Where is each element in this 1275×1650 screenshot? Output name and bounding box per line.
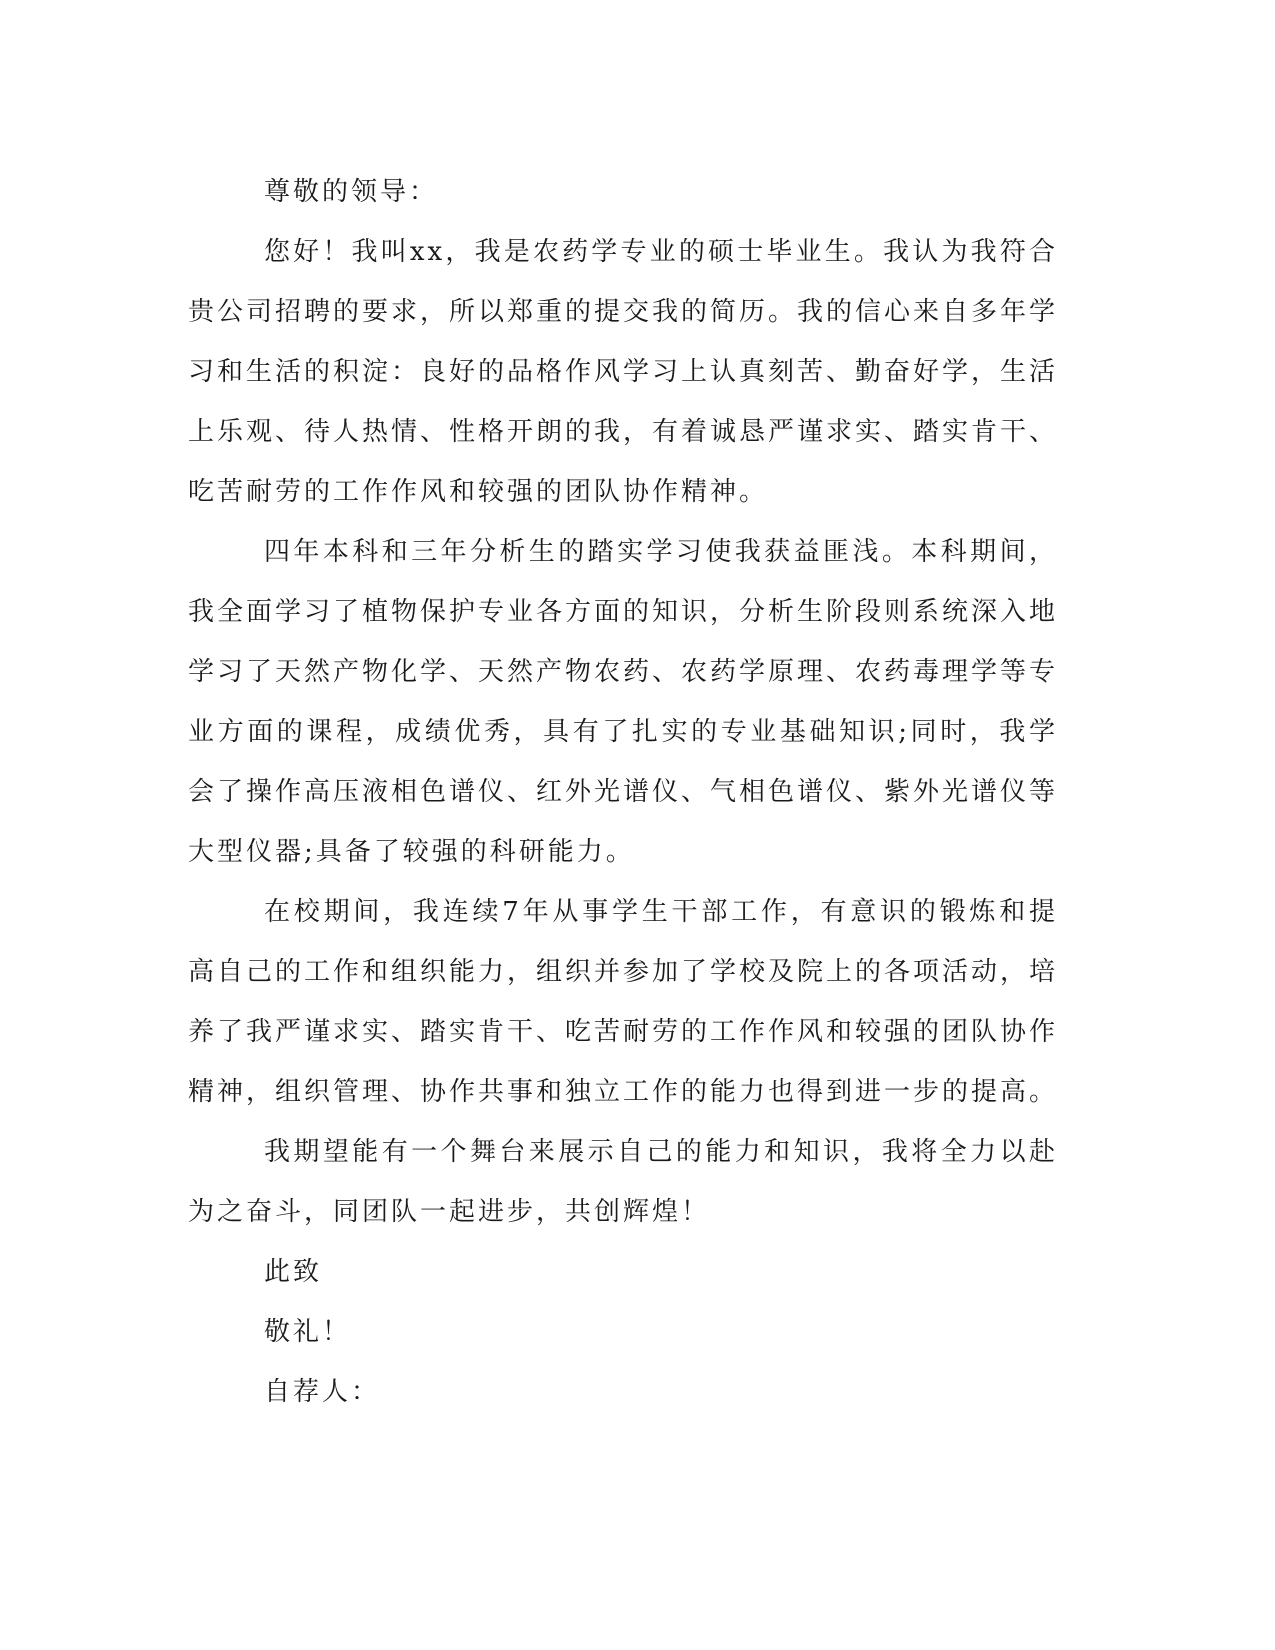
closing-line-2: 敬礼！ xyxy=(264,1317,352,1347)
body-paragraph-introduction: 您好！我叫xx，我是农药学专业的硕士毕业生。我认为我符合贵公司招聘的要求，所以郑重的提交我的简历。我的信心来自多年学习和生活的积淀：良好的品格作风学习上认真刻苦、勤奋好学，生活上乐观、待人热情、性格开朗的我，有着诚恳严谨求实、踏实肯干、吃苦耐劳的工作作风和较强的团队协作精神。 xyxy=(188,237,1059,507)
cover-letter xyxy=(188,162,1058,1422)
signature-label: 自荐人： xyxy=(264,1377,381,1407)
body-paragraph-aspiration: 我期望能有一个舞台来展示自己的能力和知识，我将全力以赴为之奋斗，同团队一起进步，共创辉煌！ xyxy=(188,1137,1058,1227)
body-paragraph-education: 四年本科和三年分析生的踏实学习使我获益匪浅。本科期间，我全面学习了植物保护专业各方面的知识，分析生阶段则系统深入地学习了天然产物化学、天然产物农药、农药学原理、农药毒理学等专业方面的课程，成绩优秀，具有了扎实的专业基础知识;同时，我学会了操作高压液相色谱仪、红外光谱仪、气相色谱仪、紫外光谱仪等大型仪器;具备了较强的科研能力。 xyxy=(188,537,1059,867)
closing-line-1: 此致 xyxy=(264,1257,323,1287)
body-paragraph-experience: 在校期间，我连续7年从事学生干部工作，有意识的锻炼和提高自己的工作和组织能力，组织并参加了学校及院上的各项活动，培养了我严谨求实、踏实肯干、吃苦耐劳的工作作风和较强的团队协作精神，组织管理、协作共事和独立工作的能力也得到进一步的提高。 xyxy=(188,897,1059,1107)
salutation: 尊敬的领导： xyxy=(264,177,439,207)
